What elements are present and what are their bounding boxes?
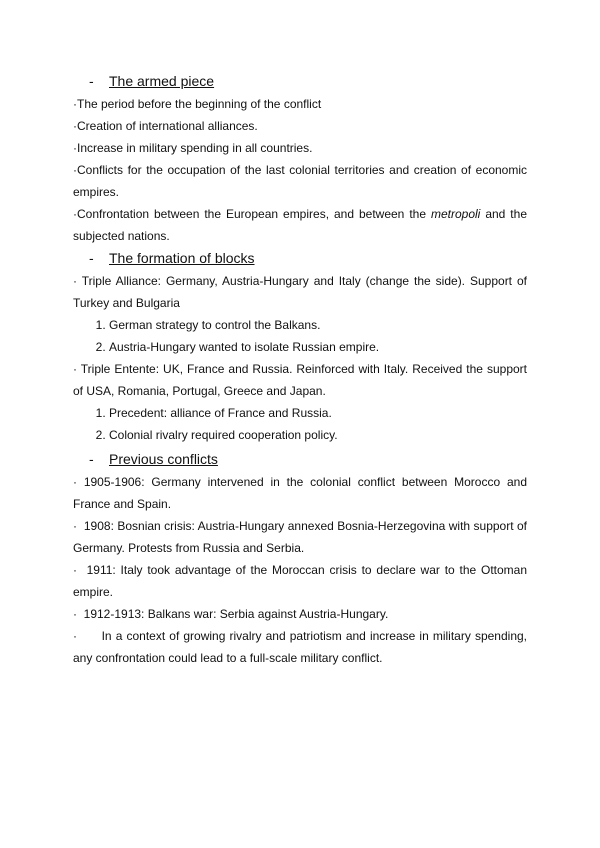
entente-list xyxy=(73,402,527,446)
paragraph-triple-alliance: · Triple Alliance: Germany, Austria-Hungary and Italy (change the side). Support of Turkey and Bulgaria xyxy=(73,274,527,310)
heading-formation-of-blocks: - The formation of blocks xyxy=(89,250,255,266)
list-item: 2. Colonial rivalry required cooperation policy. xyxy=(109,424,527,446)
paragraph: · 1911: Italy took advantage of the Moroccan crisis to declare war to the Ottoman empire. xyxy=(73,563,531,599)
paragraph-confrontation: ·Confrontation between the European empires, and between the metropoli and the subjected nations. xyxy=(73,207,527,243)
paragraph: ·The period before the beginning of the conflict xyxy=(73,97,322,111)
paragraph: · 1912-1913: Balkans war: Serbia against Austria-Hungary. xyxy=(73,607,389,621)
heading-previous-conflicts: - Previous conflicts xyxy=(89,451,218,467)
list-item: 1. Precedent: alliance of France and Russia. xyxy=(109,402,527,424)
paragraph: ·Conflicts for the occupation of the last colonial territories and creation of economic empires. xyxy=(73,163,527,199)
list-item: 1. German strategy to control the Balkans. xyxy=(109,314,527,336)
document-page xyxy=(73,70,531,669)
paragraph: ·Increase in military spending in all countries. xyxy=(73,141,313,155)
heading-armed-piece: - The armed piece xyxy=(89,73,215,89)
alliance-list xyxy=(73,314,527,358)
paragraph: ·Creation of international alliances. xyxy=(73,119,258,133)
paragraph-triple-entente: · Triple Entente: UK, France and Russia. Reinforced with Italy. Received the support of USA, Romania, Portugal, Greece and Japan. xyxy=(73,362,527,398)
paragraph: · 1905-1906: Germany intervened in the colonial conflict between Morocco and France and Spain. xyxy=(73,475,531,511)
paragraph: · In a context of growing rivalry and patriotism and increase in military spending, any confrontation could lead to a full-scale military conflict. xyxy=(73,629,531,665)
list-item: 2. Austria-Hungary wanted to isolate Russian empire. xyxy=(109,336,527,358)
paragraph: · 1908: Bosnian crisis: Austria-Hungary annexed Bosnia-Herzegovina with support of Germany. Protests from Russia and Serbia. xyxy=(73,519,531,555)
